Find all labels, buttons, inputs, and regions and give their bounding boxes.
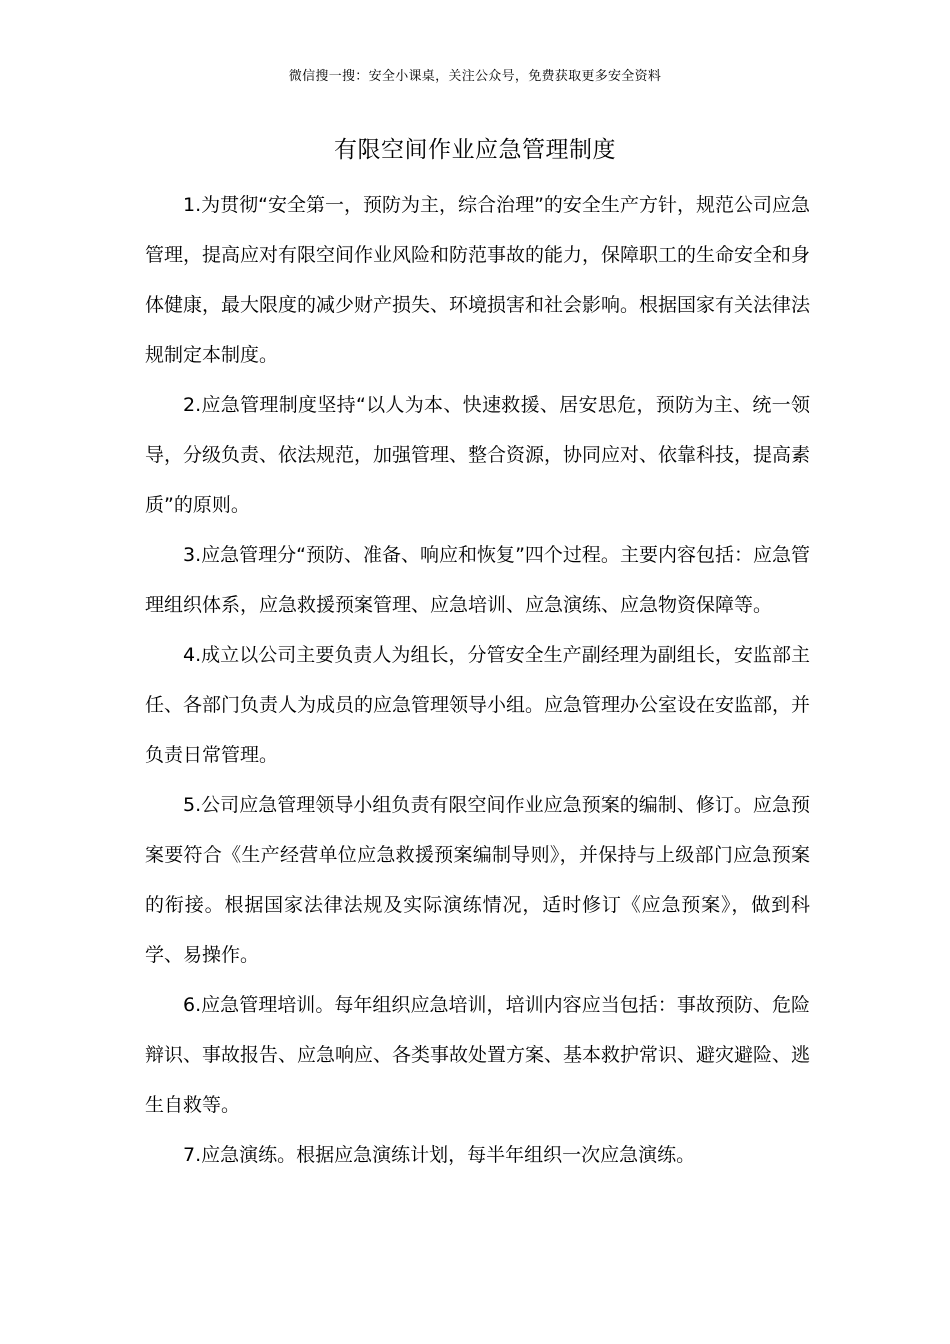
- paragraph-7: 7.应急演练。根据应急演练计划，每半年组织一次应急演练。: [183, 1144, 696, 1166]
- document-body: [145, 180, 810, 1180]
- header-note: 微信搜一搜：安全小课桌，关注公众号，免费获取更多安全资料: [288, 69, 662, 84]
- paragraph-6: 6.应急管理培训。每年组织应急培训，培训内容应当包括：事故预防、危险辩识、事故报告、应急响应、各类事故处置方案、基本救护常识、避灾避险、逃生自救等。: [145, 994, 811, 1116]
- paragraph-3: 3.应急管理分“预防、准备、响应和恢复”四个过程。主要内容包括：应急管理组织体系，应急救援预案管理、应急培训、应急演练、应急物资保障等。: [145, 544, 810, 616]
- paragraph-5: 5.公司应急管理领导小组负责有限空间作业应急预案的编制、修订。应急预案要符合《生产经营单位应急救援预案编制导则》，并保持与上级部门应急预案的衔接。根据国家法律法规及实际演练情况，适时修订《应急预案》，做到科学、易操作。: [145, 794, 810, 966]
- document-title: 有限空间作业应急管理制度: [334, 137, 616, 163]
- paragraph-2: 2.应急管理制度坚持“以人为本、快速救援、居安思危，预防为主、统一领导，分级负责、依法规范，加强管理、整合资源，协同应对、依靠科技，提高素质”的原则。: [145, 394, 811, 516]
- paragraph-4: 4.成立以公司主要负责人为组长，分管安全生产副经理为副组长，安监部主任、各部门负责人为成员的应急管理领导小组。应急管理办公室设在安监部，并负责日常管理。: [145, 644, 811, 766]
- paragraph-1: 1.为贯彻“安全第一，预防为主，综合治理”的安全生产方针，规范公司应急管理，提高应对有限空间作业风险和防范事故的能力，保障职工的生命安全和身体健康，最大限度的减少财产损失、环境损害和社会影响。根据国家有关法律法规制定本制度。: [145, 194, 811, 366]
